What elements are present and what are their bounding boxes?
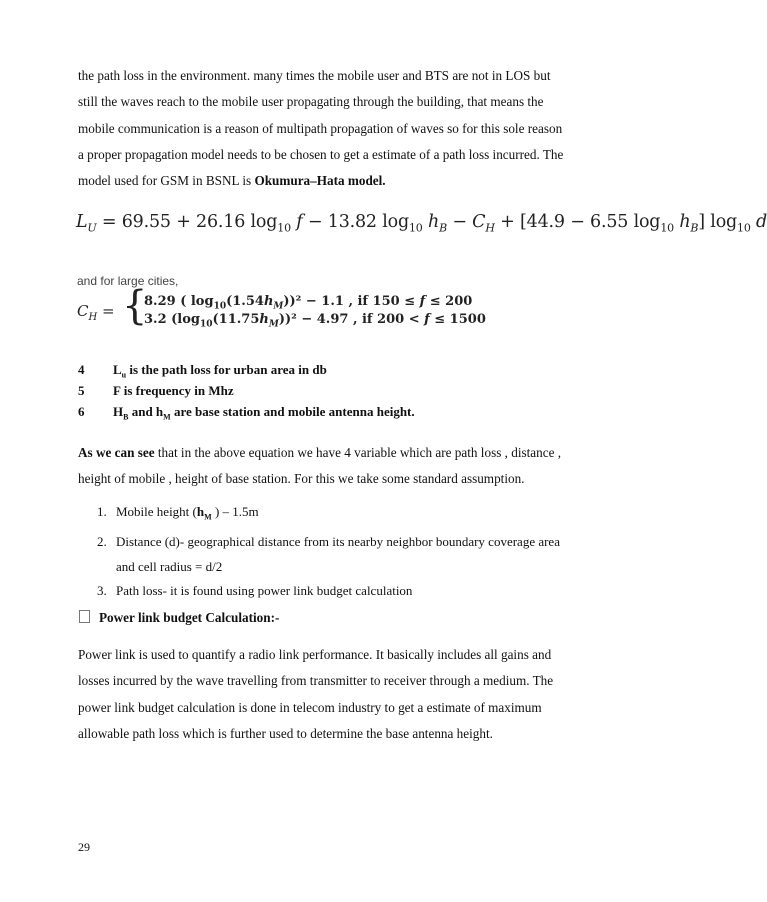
def-text: is the path loss for urban area in db: [126, 362, 327, 377]
def-subscript-2: M: [163, 412, 171, 422]
assumption-text: that in the above equation we have 4 variable which are path loss , distance , height of mobile , height of base station. For this we take some standard assumption.: [78, 445, 562, 487]
list-item: [97, 579, 567, 604]
assumption-list: [97, 500, 567, 604]
def-symbol: H: [113, 404, 124, 419]
section-heading: [79, 610, 279, 626]
ch-case1-sub: 10: [213, 301, 227, 312]
list-number: 3.: [97, 583, 107, 599]
eq-minus-2: −: [452, 212, 467, 232]
list-number: 6: [78, 404, 85, 419]
list-text: [113, 404, 415, 422]
ch-case2-h: h: [259, 312, 269, 327]
ch-case1-f: f: [419, 294, 426, 309]
list-item: [97, 530, 567, 579]
eq-const-3: 13.82: [327, 212, 377, 232]
eq-minus-1: −: [307, 212, 323, 232]
ch-lhs-symbol: C: [77, 302, 89, 320]
def-text: are base station and mobile antenna height.: [170, 404, 415, 419]
eq-log-2: log: [382, 212, 409, 232]
eq-plus-1: +: [176, 212, 191, 232]
ch-case-1: [144, 294, 472, 312]
ch-case1-tail: ))² − 1.1 , if 150 ≤: [283, 294, 420, 309]
ch-lhs-sub: H: [88, 312, 98, 323]
eq-const-5: 6.55: [590, 212, 629, 232]
eq-log-base-4: 10: [737, 221, 751, 235]
eq-lhs-sub: U: [87, 221, 97, 235]
eq-h-2: h: [679, 212, 691, 232]
power-link-paragraph: Power link is used to quantify a radio link performance. It basically includes all gains and losses incurred by the wave travelling from transmitter to receiver through a medium. The power link budget calculation is done in telecom industry to get a estimate of maximum allowable path loss which is further used to determine the base antenna height.: [78, 647, 554, 741]
eq-const-4: 44.9: [526, 212, 565, 232]
eq-minus-3: −: [570, 212, 585, 232]
ch-case2-coef: 3.2 (log: [144, 312, 200, 327]
list-number: 4: [78, 362, 85, 377]
ch-case2-f: f: [424, 312, 430, 327]
h-symbol: h: [196, 504, 205, 519]
list-text: [113, 362, 327, 380]
ch-equals: =: [102, 302, 115, 320]
eq-const-1: 69.55: [121, 212, 171, 232]
assumption-paragraph: [78, 440, 568, 493]
ch-case-2: [144, 312, 486, 330]
eq-log-base-3: 10: [660, 221, 674, 235]
h-subscript: M: [204, 512, 212, 522]
eq-h-1: h: [427, 212, 440, 232]
ch-case1-cond: ≤ 200: [425, 294, 473, 309]
ch-case1-h: h: [263, 294, 274, 309]
eq-distance: d: [756, 212, 767, 232]
list-item: [97, 500, 567, 530]
eq-plus-2: +: [500, 212, 515, 232]
eq-log-1: log: [250, 212, 278, 232]
list-text-tail: ) – 1.5m: [211, 504, 259, 519]
def-symbol: L: [113, 362, 122, 377]
eq-h-sub-1: B: [439, 221, 447, 235]
eq-h-sub-2: B: [690, 221, 699, 235]
ch-case1-arg: (1.54: [226, 294, 264, 309]
eq-log-base-1: 10: [277, 221, 291, 235]
eq-log-4: log: [710, 212, 738, 232]
ch-case2-arg: (11.75: [212, 312, 260, 327]
eq-open-bracket: [: [520, 212, 527, 232]
page-number: 29: [78, 840, 90, 854]
def-mid: and h: [128, 404, 164, 419]
list-text: Distance (d)- geographical distance from its nearby neighbor boundary coverage area and cell radius = d/2: [116, 534, 560, 574]
model-name: Okumura–Hata model.: [254, 173, 386, 189]
large-cities-caption: and for large cities,: [77, 274, 179, 288]
eq-const-2: 26.16: [196, 212, 246, 232]
assumption-lead: As we can see: [78, 445, 155, 460]
def-subscript: B: [123, 412, 129, 422]
eq-ch-symbol: C: [472, 212, 486, 232]
mobile-height-symbol: [196, 504, 212, 522]
eq-equals: =: [101, 212, 117, 232]
eq-close-bracket: ]: [698, 212, 705, 232]
ch-case2-sub: 10: [200, 319, 213, 330]
path-loss-equation: [76, 212, 767, 235]
ch-case2-hsub: M: [268, 319, 279, 330]
def-subscript: u: [121, 370, 127, 380]
eq-ch-sub: H: [485, 221, 495, 235]
list-text: Mobile height (: [116, 504, 197, 519]
bullet-box-icon: [79, 610, 90, 623]
intro-paragraph: [78, 63, 568, 194]
ch-case1-coef: 8.29 ( log: [144, 294, 214, 309]
intro-text: the path loss in the environment. many times the mobile user and BTS are not in LOS but still the waves reach to the mobile user propagating through the building, that means the mobile communication is a reason of multipath propagation of waves so for this sole reason a proper propagation model needs to be chosen to get a estimate of a path loss incurred. The model used for GSM in BSNL is: [78, 68, 564, 189]
section-heading-text: Power link budget Calculation:-: [99, 610, 280, 625]
eq-lhs-symbol: L: [76, 212, 88, 232]
ch-case2-tail: ))² − 4.97 , if 200 <: [278, 312, 425, 327]
list-text: Path loss- it is found using power link budget calculation: [116, 583, 413, 599]
ch-case1-hsub: M: [273, 301, 284, 312]
eq-log-3: log: [633, 212, 661, 232]
ch-case2-cond: ≤ 1500: [429, 312, 486, 327]
list-number: 2.: [97, 534, 107, 550]
eq-log-base-2: 10: [409, 221, 423, 235]
list-number: 1.: [97, 504, 107, 519]
eq-frequency: f: [296, 212, 303, 232]
ch-brace: {: [122, 283, 148, 329]
list-text: F is frequency in Mhz: [113, 383, 234, 398]
list-number: 5: [78, 383, 85, 398]
ch-lhs: [77, 302, 115, 323]
